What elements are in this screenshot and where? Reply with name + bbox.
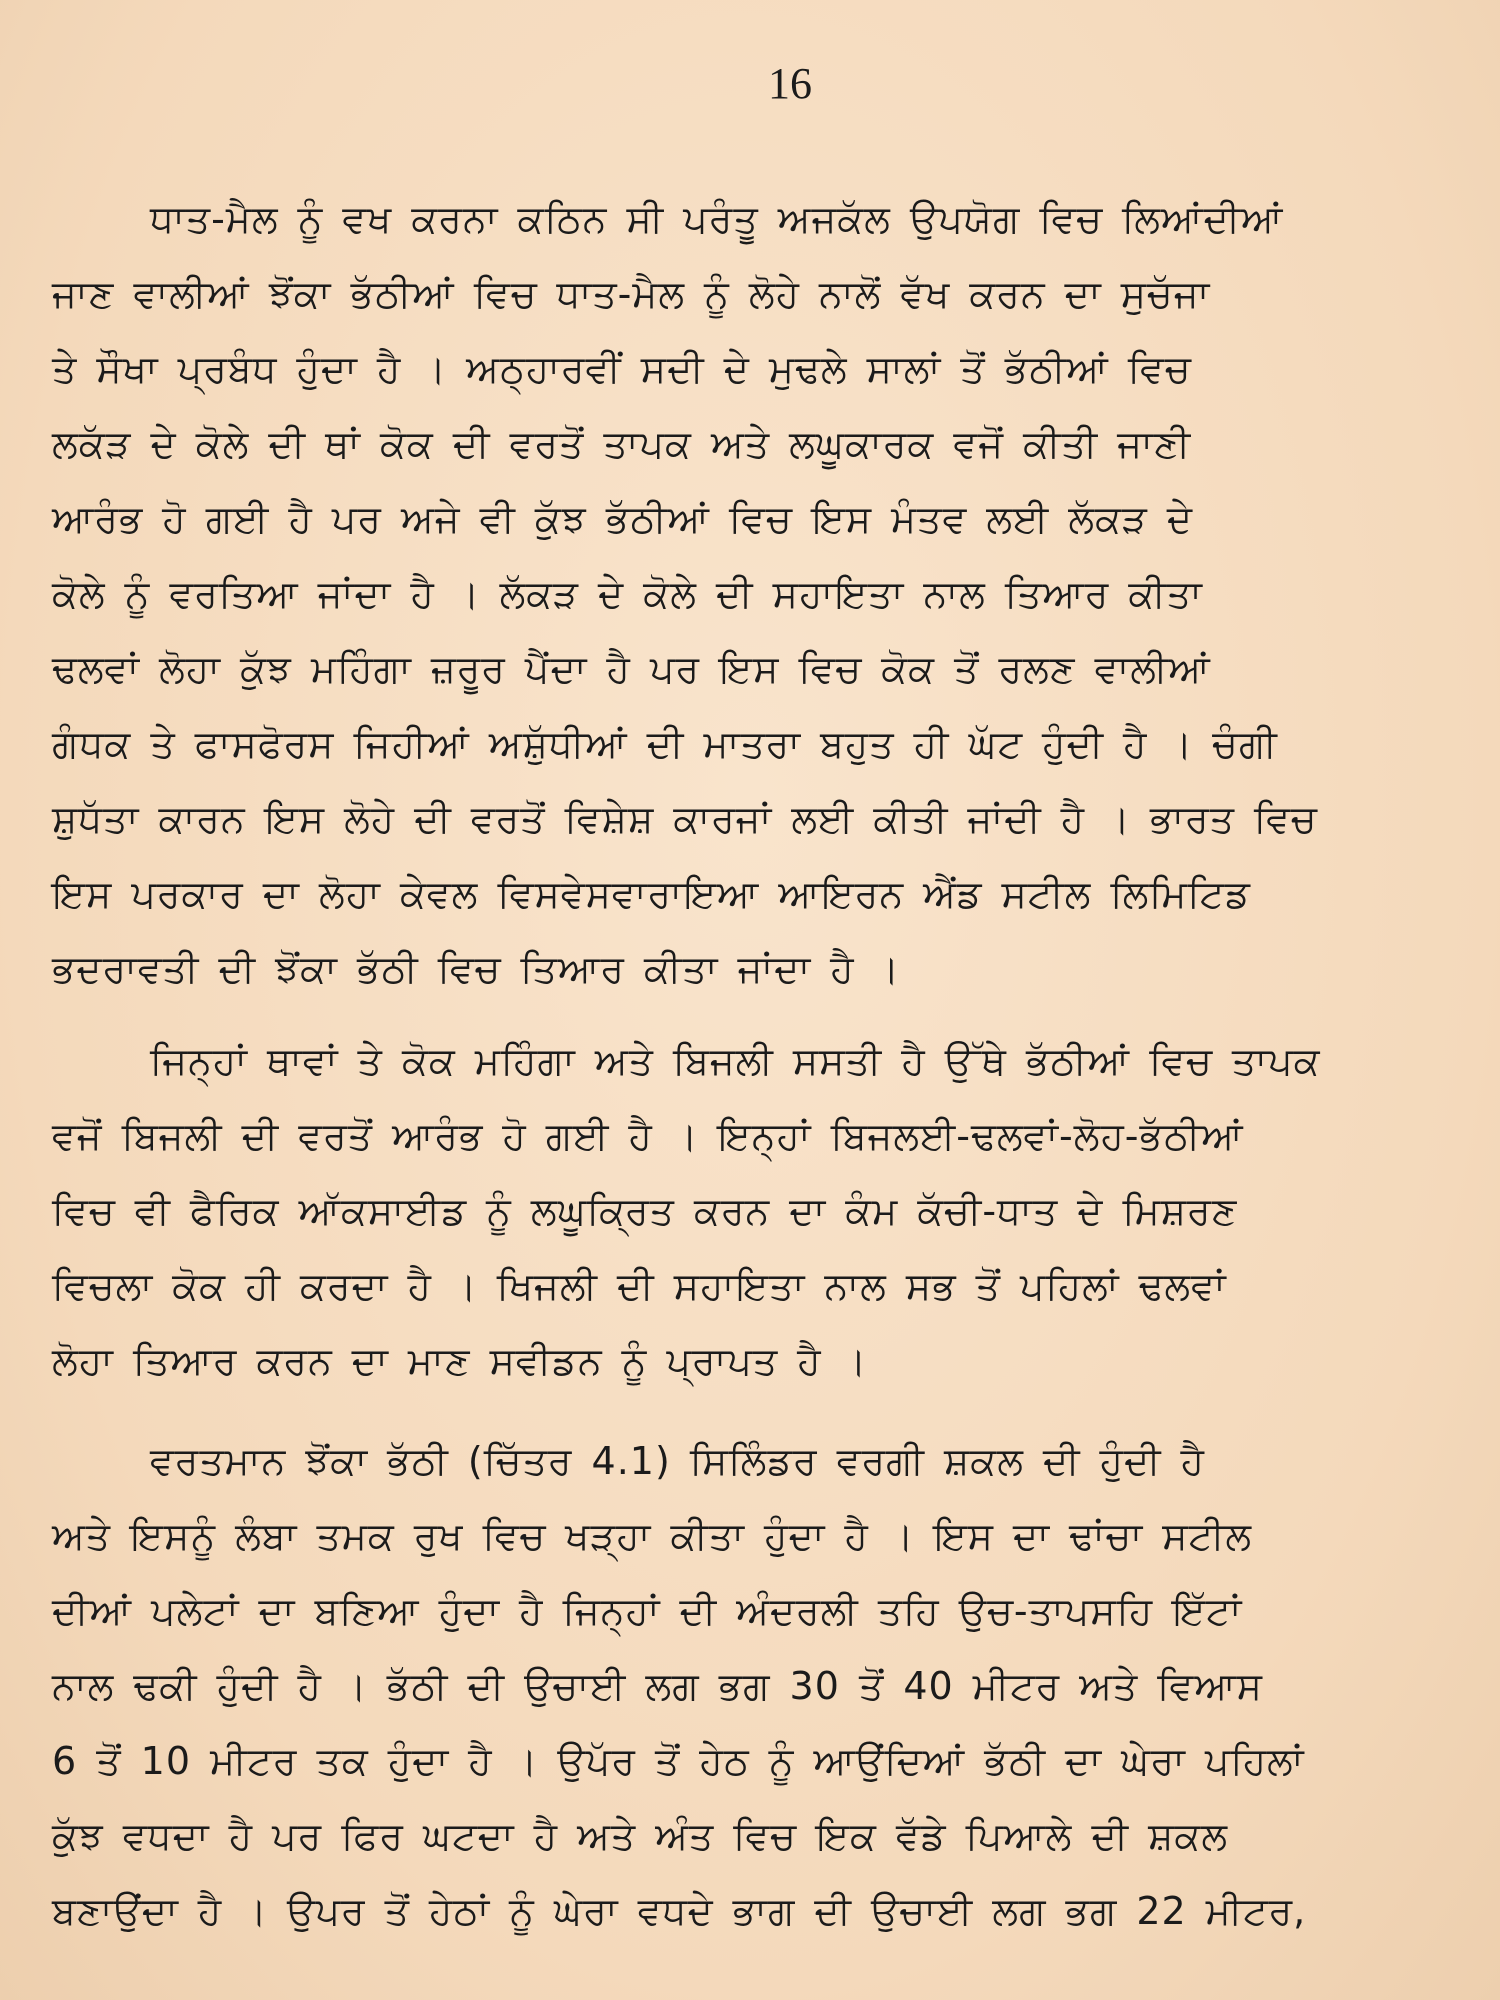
text-line: ਵਰਤਮਾਨ ਝੋਂਕਾ ਭੱਠੀ (ਚਿੱਤਰ 4.1) ਸਿਲਿੰਡਰ ਵਰਗੀ ਸ਼ਕਲ ਦੀ ਹੁੰਦੀ ਹੈ (150, 1439, 1206, 1483)
text-line: ਜਾਣ ਵਾਲੀਆਂ ਝੋਂਕਾ ਭੱਠੀਆਂ ਵਿਚ ਧਾਤ-ਮੈਲ ਨੂੰ ਲੋਹੇ ਨਾਲੋਂ ਵੱਖ ਕਰਨ ਦਾ ਸੁਚੱਜਾ (52, 272, 1211, 316)
text-line: ਢਲਵਾਂ ਲੋਹਾ ਕੁੱਝ ਮਹਿੰਗਾ ਜ਼ਰੂਰ ਪੈਂਦਾ ਹੈ ਪਰ ਇਸ ਵਿਚ ਕੋਕ ਤੋਂ ਰਲਣ ਵਾਲੀਆਂ (52, 647, 1211, 691)
text-line: ਦੀਆਂ ਪਲੇਟਾਂ ਦਾ ਬਣਿਆ ਹੁੰਦਾ ਹੈ ਜਿਨ੍ਹਾਂ ਦੀ ਅੰਦਰਲੀ ਤਹਿ ਉਚ-ਤਾਪਸਹਿ ਇੱਟਾਂ (52, 1589, 1243, 1633)
text-line: ਵਿਚਲਾ ਕੋਕ ਹੀ ਕਰਦਾ ਹੈ । ਖਿਜਲੀ ਦੀ ਸਹਾਇਤਾ ਨਾਲ ਸਭ ਤੋਂ ਪਹਿਲਾਂ ਢਲਵਾਂ (52, 1264, 1227, 1308)
text-line: ਨਾਲ ਢਕੀ ਹੁੰਦੀ ਹੈ । ਭੱਠੀ ਦੀ ਉਚਾਈ ਲਗ ਭਗ 30 ਤੋਂ 40 ਮੀਟਰ ਅਤੇ ਵਿਆਸ (52, 1664, 1263, 1708)
text-line: ਗੰਧਕ ਤੇ ਫਾਸਫੋਰਸ ਜਿਹੀਆਂ ਅਸ਼ੁੱਧੀਆਂ ਦੀ ਮਾਤਰਾ ਬਹੁਤ ਹੀ ਘੱਟ ਹੁੰਦੀ ਹੈ । ਚੰਗੀ (52, 722, 1278, 766)
page-number: 16 (768, 59, 812, 108)
text-line: ਭਦਰਾਵਤੀ ਦੀ ਝੋਂਕਾ ਭੱਠੀ ਵਿਚ ਤਿਆਰ ਕੀਤਾ ਜਾਂਦਾ ਹੈ । (52, 947, 901, 991)
text-line: ਆਰੰਭ ਹੋ ਗਈ ਹੈ ਪਰ ਅਜੇ ਵੀ ਕੁੱਝ ਭੱਠੀਆਂ ਵਿਚ ਇਸ ਮੰਤਵ ਲਈ ਲੱਕੜ ਦੇ (52, 497, 1194, 541)
text-line: ਕੁੱਝ ਵਧਦਾ ਹੈ ਪਰ ਫਿਰ ਘਟਦਾ ਹੈ ਅਤੇ ਅੰਤ ਵਿਚ ਇਕ ਵੱਡੇ ਪਿਆਲੇ ਦੀ ਸ਼ਕਲ (52, 1814, 1229, 1858)
text-line: ਕੋਲੇ ਨੂੰ ਵਰਤਿਆ ਜਾਂਦਾ ਹੈ । ਲੱਕੜ ਦੇ ਕੋਲੇ ਦੀ ਸਹਾਇਤਾ ਨਾਲ ਤਿਆਰ ਕੀਤਾ (52, 572, 1203, 616)
text-line: 6 ਤੋਂ 10 ਮੀਟਰ ਤਕ ਹੁੰਦਾ ਹੈ । ਉਪੱਰ ਤੋਂ ਹੇਠ ਨੂੰ ਆਉਂਦਿਆਂ ਭੱਠੀ ਦਾ ਘੇਰਾ ਪਹਿਲਾਂ (52, 1739, 1305, 1783)
text-line: ਲੋਹਾ ਤਿਆਰ ਕਰਨ ਦਾ ਮਾਣ ਸਵੀਡਨ ਨੂੰ ਪ੍ਰਾਪਤ ਹੈ । (52, 1339, 868, 1383)
text-line: ਵਜੋਂ ਬਿਜਲੀ ਦੀ ਵਰਤੋਂ ਆਰੰਭ ਹੋ ਗਈ ਹੈ । ਇਨ੍ਹਾਂ ਬਿਜਲਈ-ਢਲਵਾਂ-ਲੋਹ-ਭੱਠੀਆਂ (52, 1114, 1244, 1158)
text-line: ਲਕੱੜ ਦੇ ਕੋਲੇ ਦੀ ਥਾਂ ਕੋਕ ਦੀ ਵਰਤੋਂ ਤਾਪਕ ਅਤੇ ਲਘੂਕਾਰਕ ਵਜੋਂ ਕੀਤੀ ਜਾਣੀ (52, 422, 1192, 466)
text-line: ਸ਼ੁਧੱਤਾ ਕਾਰਨ ਇਸ ਲੋਹੇ ਦੀ ਵਰਤੋਂ ਵਿਸ਼ੇਸ਼ ਕਾਰਜਾਂ ਲਈ ਕੀਤੀ ਜਾਂਦੀ ਹੈ । ਭਾਰਤ ਵਿਚ (52, 797, 1318, 841)
text-line: ਵਿਚ ਵੀ ਫੈਰਿਕ ਆੱਕਸਾਈਡ ਨੂੰ ਲਘੂਕ੍ਰਿਤ ਕਰਨ ਦਾ ਕੰਮ ਕੱਚੀ-ਧਾਤ ਦੇ ਮਿਸ਼ਰਣ (52, 1189, 1238, 1233)
text-line: ਬਣਾਉਂਦਾ ਹੈ । ਉਪਰ ਤੋਂ ਹੇਠਾਂ ਨੂੰ ਘੇਰਾ ਵਧਦੇ ਭਾਗ ਦੀ ਉਚਾਈ ਲਗ ਭਗ 22 ਮੀਟਰ, (52, 1889, 1307, 1933)
text-line: ਧਾਤ-ਮੈਲ ਨੂੰ ਵਖ ਕਰਨਾ ਕਠਿਨ ਸੀ ਪਰੰਤੂ ਅਜਕੱਲ ਉਪਯੋਗ ਵਿਚ ਲਿਆਂਦੀਆਂ (150, 197, 1284, 241)
text-line: ਅਤੇ ਇਸਨੂੰ ਲੰਬਾ ਤਮਕ ਰੁਖ ਵਿਚ ਖੜ੍ਹਾ ਕੀਤਾ ਹੁੰਦਾ ਹੈ । ਇਸ ਦਾ ਢਾਂਚਾ ਸਟੀਲ (52, 1514, 1253, 1558)
text-line: ਤੇ ਸੌਖਾ ਪ੍ਰਬੰਧ ਹੁੰਦਾ ਹੈ । ਅਠ੍ਹਾਰਵੀਂ ਸਦੀ ਦੇ ਮੁਢਲੇ ਸਾਲਾਂ ਤੋਂ ਭੱਠੀਆਂ ਵਿਚ (52, 347, 1192, 391)
text-line: ਜਿਨ੍ਹਾਂ ਥਾਵਾਂ ਤੇ ਕੋਕ ਮਹਿੰਗਾ ਅਤੇ ਬਿਜਲੀ ਸਸਤੀ ਹੈ ਉੱਥੇ ਭੱਠੀਆਂ ਵਿਚ ਤਾਪਕ (150, 1039, 1321, 1083)
text-line: ਇਸ ਪਰਕਾਰ ਦਾ ਲੋਹਾ ਕੇਵਲ ਵਿਸਵੇਸਵਾਰਾਇਆ ਆਇਰਨ ਐਂਡ ਸਟੀਲ ਲਿਮਿਟਿਡ (52, 872, 1251, 916)
